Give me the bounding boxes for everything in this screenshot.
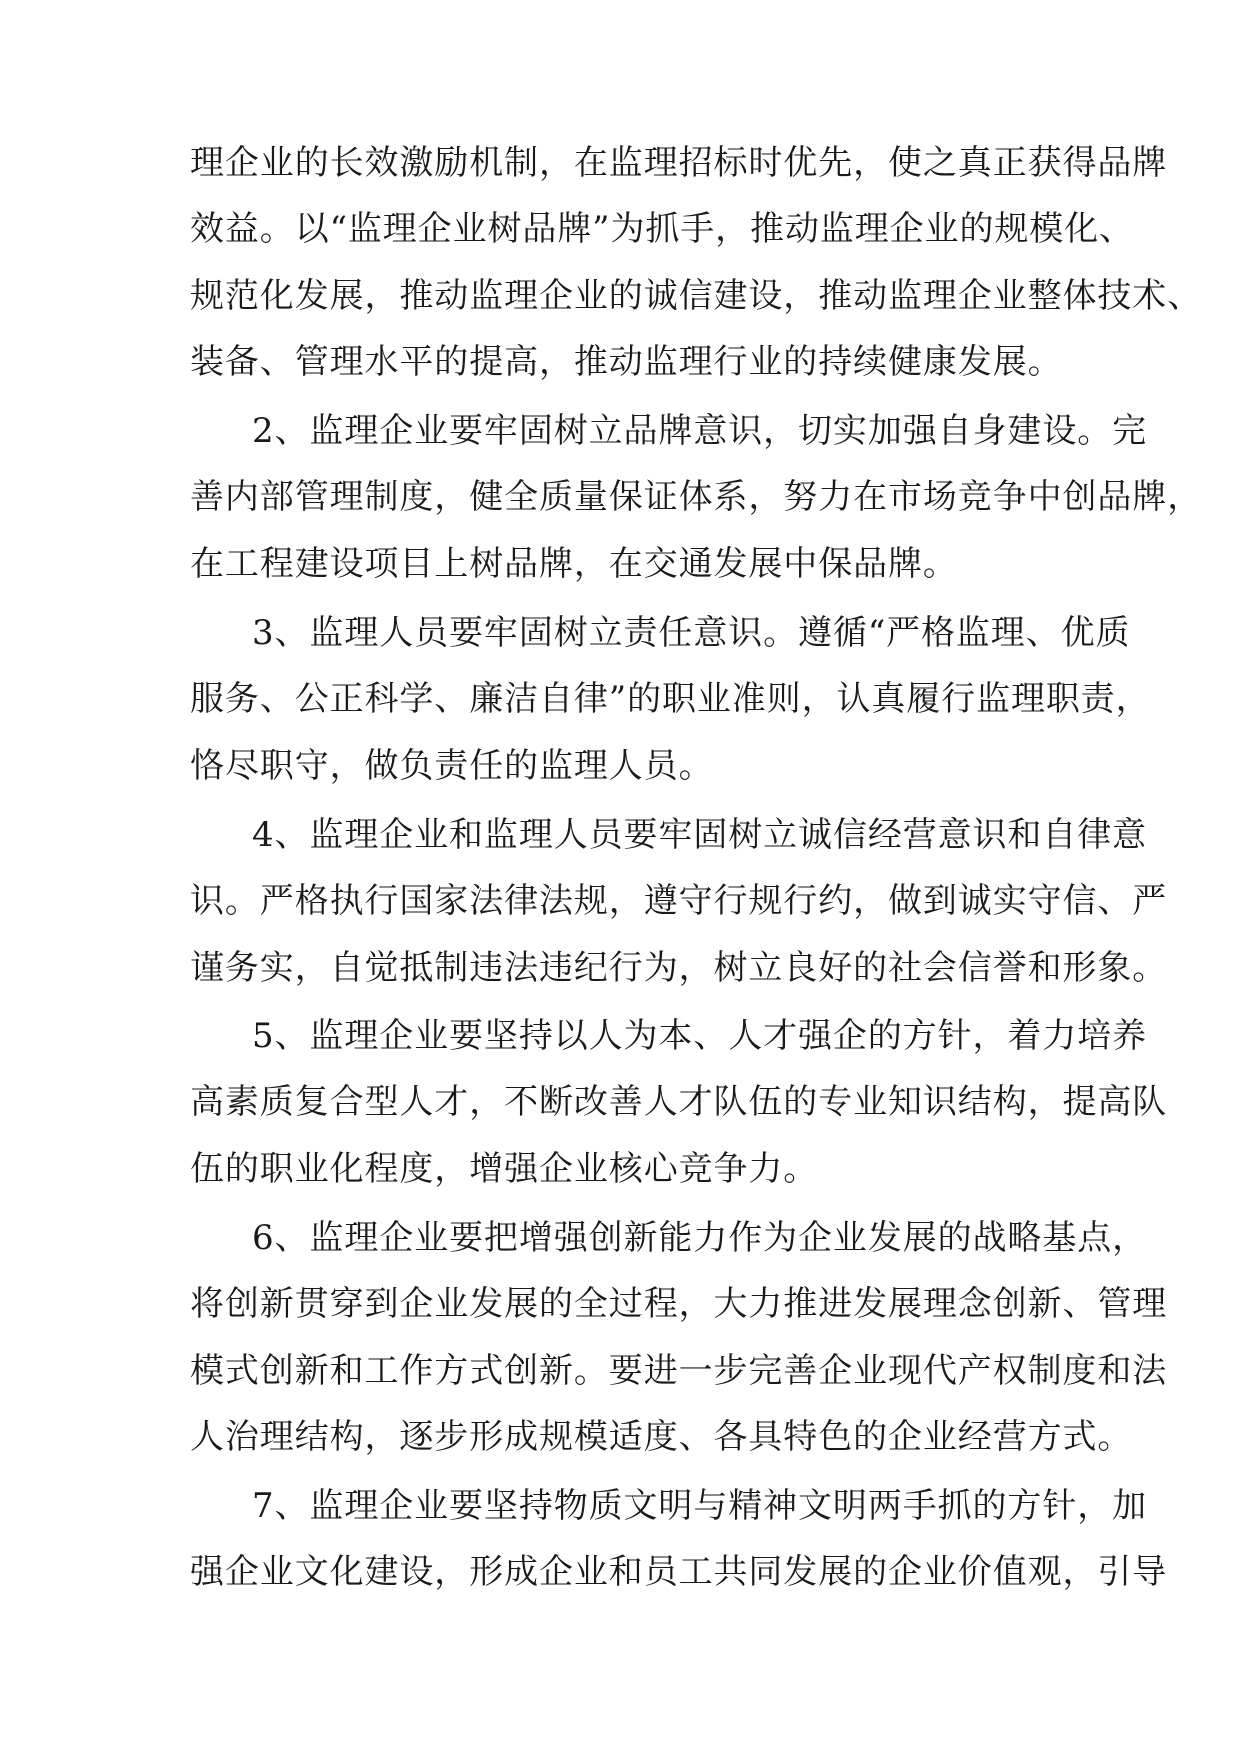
text-line: 恪尽职守，做负责任的监理人员。 bbox=[190, 746, 714, 786]
text-line: 善内部管理制度，健全质量保证体系，努力在市场竞争中创品牌， bbox=[190, 477, 1203, 517]
text-line: 高素质复合型人才，不断改善人才队伍的专业知识结构，提高队 bbox=[190, 1082, 1168, 1122]
text-line: 服务、公正科学、廉洁自律”的职业准则，认真履行监理职责， bbox=[190, 679, 1151, 719]
text-line: 装备、管理水平的提高，推动监理行业的持续健康发展。 bbox=[190, 342, 1063, 382]
text-line: 4、监理企业和监理人员要牢固树立诚信经营意识和自律意 bbox=[252, 815, 1148, 855]
text-line: 5、监理企业要坚持以人为本、人才强企的方针，着力培养 bbox=[252, 1016, 1148, 1056]
text-line: 规范化发展，推动监理企业的诚信建设，推动监理企业整体技术、 bbox=[190, 276, 1203, 316]
text-line: 强企业文化建设，形成企业和员工共同发展的企业价值观，引导 bbox=[190, 1552, 1168, 1592]
text-line: 理企业的长效激励机制，在监理招标时优先，使之真正获得品牌 bbox=[190, 143, 1168, 183]
text-line: 3、监理人员要牢固树立责任意识。遵循“严格监理、优质 bbox=[252, 613, 1131, 653]
text-line: 6、监理企业要把增强创新能力作为企业发展的战略基点， bbox=[252, 1218, 1148, 1258]
text-line: 识。严格执行国家法律法规，遵守行规行约，做到诚实守信、严 bbox=[190, 881, 1168, 921]
text-line: 将创新贯穿到企业发展的全过程，大力推进发展理念创新、管理 bbox=[190, 1284, 1168, 1324]
text-line: 效益。以“监理企业树品牌”为抓手，推动监理企业的规模化、 bbox=[190, 209, 1134, 249]
text-line: 伍的职业化程度，增强企业核心竞争力。 bbox=[190, 1149, 819, 1189]
text-line: 谨务实，自觉抵制违法违纪行为，树立良好的社会信誉和形象。 bbox=[190, 948, 1168, 988]
text-line: 人治理结构，逐步形成规模适度、各具特色的企业经营方式。 bbox=[190, 1417, 1133, 1457]
text-line: 模式创新和工作方式创新。要进一步完善企业现代产权制度和法 bbox=[190, 1351, 1168, 1391]
text-line: 在工程建设项目上树品牌，在交通发展中保品牌。 bbox=[190, 544, 958, 584]
text-line: 2、监理企业要牢固树立品牌意识，切实加强自身建设。完 bbox=[252, 411, 1148, 451]
text-line: 7、监理企业要坚持物质文明与精神文明两手抓的方针，加 bbox=[252, 1486, 1148, 1526]
